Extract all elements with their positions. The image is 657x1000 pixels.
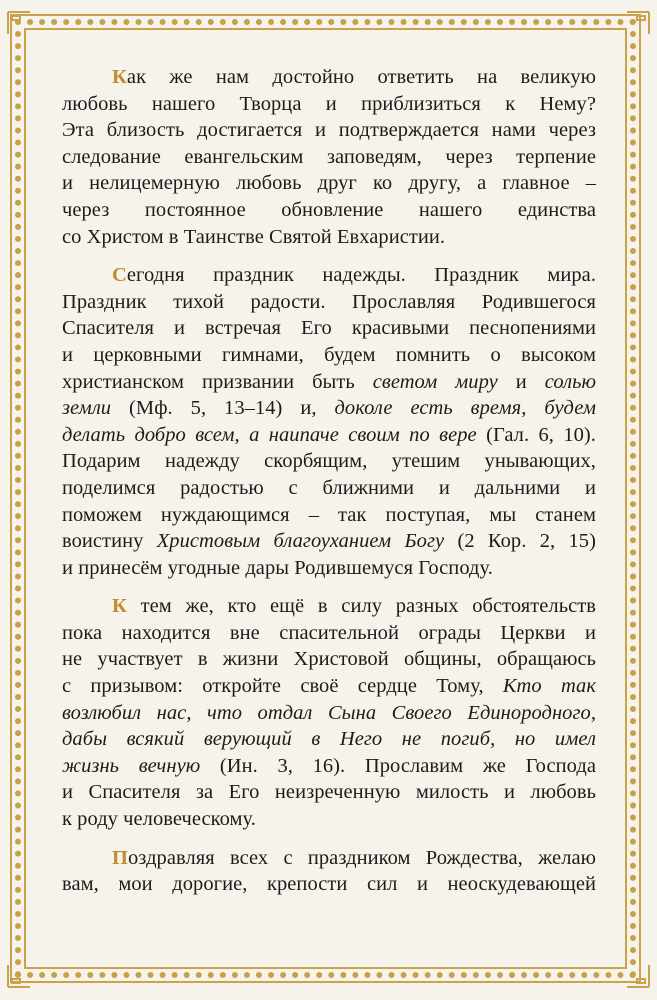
- italic-quote: земли: [62, 397, 112, 420]
- italic-quote: делать добро всем, а наипаче своим по вере: [62, 423, 477, 446]
- text-line: [62, 528, 596, 555]
- text-line: [62, 144, 596, 171]
- text-line: [62, 342, 596, 369]
- text-line: [62, 64, 596, 91]
- text-run: христианском призвании быть: [62, 370, 373, 393]
- text-line: [62, 91, 596, 118]
- corner-ornament-icon: [6, 10, 32, 36]
- text-line: [62, 620, 596, 647]
- text-run: к роду человеческому.: [62, 808, 256, 831]
- text-line: [62, 262, 596, 289]
- italic-quote: дабы всякий верующий в Него не погиб, но имел: [62, 728, 596, 751]
- italic-quote: Христовым благоуханием Богу: [156, 530, 445, 553]
- text-run: с призывом: откройте своё сердце Тому,: [62, 675, 503, 698]
- corner-ornament-icon: [6, 963, 32, 989]
- text-run: тем же, кто ещё в силу разных обстоятельств: [126, 595, 596, 618]
- italic-quote: доколе есть время, будем: [334, 397, 596, 420]
- text-run: и Спасителя за Его неизреченную милость и любовь: [62, 781, 596, 804]
- text-run: и церковными гимнами, будем помнить о высоком: [62, 343, 596, 366]
- text-line: [62, 117, 596, 144]
- italic-quote: Кто так: [502, 675, 596, 698]
- drop-cap-initial: К: [112, 66, 127, 88]
- text-line: [62, 315, 596, 342]
- text-line: [62, 646, 596, 673]
- text-run: Эта близость достигается и подтверждается нами через: [62, 119, 596, 142]
- text-line: [62, 422, 596, 449]
- text-line: [62, 871, 596, 898]
- drop-cap-initial: П: [112, 846, 128, 869]
- text-line: [62, 502, 596, 529]
- paragraph: [62, 64, 596, 250]
- corner-ornament-icon: [625, 963, 651, 989]
- text-run: Подарим надежду скорбящим, утешим унывающих,: [62, 450, 596, 473]
- italic-quote: жизнь вечную: [62, 754, 201, 777]
- text-run: оздравляя всех с праздником Рождества, желаю: [128, 846, 596, 869]
- text-run: воистину: [62, 530, 157, 553]
- text-run: и принесём угодные дары Родившемуся Господу.: [62, 556, 493, 579]
- text-line: [62, 753, 596, 780]
- text-line: [62, 395, 596, 422]
- text-line: [62, 555, 596, 582]
- text-run: (2 Кор. 2, 15): [444, 530, 596, 553]
- text-line: [62, 475, 596, 502]
- text-run: (Гал. 6, 10).: [476, 423, 596, 446]
- text-run: Праздник тихой радости. Прославляя Родившегося: [62, 290, 596, 313]
- text-run: (Мф. 5, 13–14) и,: [111, 397, 335, 420]
- paragraph: [62, 262, 596, 581]
- text-run: егодня праздник надежды. Праздник мира.: [126, 264, 596, 287]
- italic-quote: возлюбил нас, что отдал Сына Своего Единородного,: [62, 701, 596, 724]
- paragraph: [62, 593, 596, 832]
- text-run: со Христом в Таинстве Святой Евхаристии.: [62, 225, 446, 248]
- text-run: и: [497, 370, 545, 393]
- text-run: вам, мои дорогие, крепости сил и неоскудевающей: [62, 873, 596, 896]
- text-run: и нелицемерную любовь друг ко другу, а главное –: [62, 172, 596, 195]
- text-run: Спасителя и встречая Его красивыми песнопениями: [62, 317, 596, 340]
- text-run: пока находится вне спасительной ограды Церкви и: [62, 621, 596, 644]
- text-run: (Ин. 3, 16). Прославим же Господа: [200, 754, 596, 777]
- text-run: следование евангельским заповедям, через терпение: [62, 145, 596, 168]
- text-line: [62, 726, 596, 753]
- drop-cap-initial: С: [112, 264, 127, 287]
- text-run: через постоянное обновление нашего единства: [62, 198, 596, 221]
- text-line: [62, 593, 596, 620]
- text-line: [62, 779, 596, 806]
- text-run: не участвует в жизни Христовой общины, обращаюсь: [62, 648, 596, 671]
- text-line: [62, 197, 596, 224]
- text-line: [62, 448, 596, 475]
- text-line: [62, 806, 596, 833]
- text-line: [62, 170, 596, 197]
- text-line: [62, 369, 596, 396]
- text-line: [62, 700, 596, 727]
- italic-quote: светом миру: [372, 370, 498, 393]
- body-text: [62, 64, 596, 910]
- paragraph: [62, 845, 596, 898]
- text-run: любовь нашего Творца и приблизиться к Нему?: [62, 92, 596, 115]
- text-line: [62, 673, 596, 700]
- corner-ornament-icon: [625, 10, 651, 36]
- text-run: поможем нуждающимся – так поступая, мы станем: [62, 503, 596, 526]
- drop-cap-initial: К: [112, 595, 127, 618]
- italic-quote: солью: [544, 370, 596, 393]
- text-run: поделимся радостью с ближними и дальними и: [62, 476, 596, 499]
- text-line: [62, 289, 596, 316]
- text-line: [62, 845, 596, 872]
- text-run: ак же нам достойно ответить на великую: [126, 66, 596, 88]
- text-line: [62, 224, 596, 251]
